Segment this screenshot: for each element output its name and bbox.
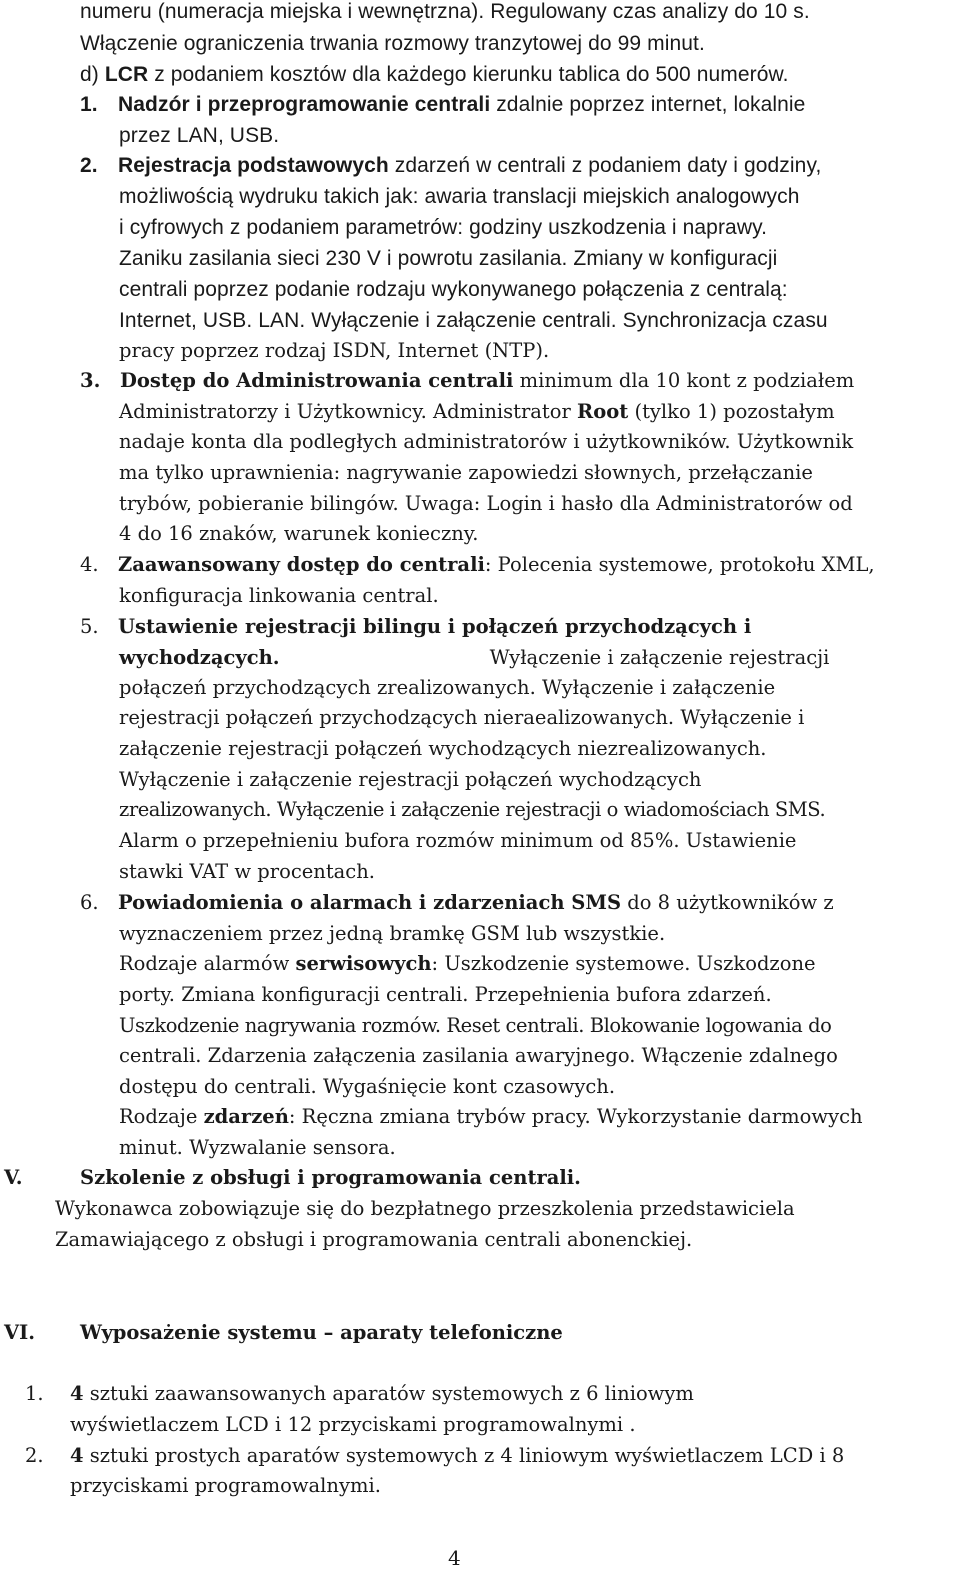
text-line [119, 124, 279, 148]
text-line-i1-l2: przez LAN, USB. [119, 124, 280, 147]
text-line-i1-rest: zdalnie poprzez internet, lokalnie [490, 93, 806, 116]
text-line-l01: numeru (numeracja miejska i wewnętrzna). Regulowany czas analizy do 10 s. [80, 0, 810, 23]
text-line [119, 1105, 863, 1128]
list-number: 6. [80, 891, 99, 914]
text-line [70, 1413, 636, 1436]
text-line [119, 400, 835, 423]
text-line [119, 952, 816, 975]
text-line-i4-rest: : Polecenia systemowe, protokołu XML, [484, 553, 875, 576]
text-line-i2-l2: możliwością wydruku takich jak: awaria translacji miejskich analogowych [119, 185, 800, 208]
section-heading-vi [4, 1321, 563, 1344]
text-line-s5-l1: Wykonawca zobowiązuje się do bezpłatnego przeszkolenia przedstawiciela [55, 1197, 795, 1220]
text-line [119, 922, 665, 945]
section-number: VI. [4, 1321, 36, 1344]
text-line [119, 646, 829, 669]
text-line [119, 492, 853, 515]
text-line [119, 522, 478, 545]
text-line-i6-l9: minut. Wyzwalanie sensora. [119, 1136, 396, 1159]
text-line-i3-l3: nadaje konta dla podległych administratorów i użytkowników. Użytkownik [119, 430, 854, 453]
text-line-i2-l6: Internet, USB. LAN. Wyłączenie i załączenie centrali. Synchronizacja czasu [119, 309, 828, 332]
text-line-i6-l2: wyznaczeniem przez jedną bramkę GSM lub wszystkie. [119, 922, 666, 945]
text-line-i5-l6: Wyłączenie i załączenie rejestracji połączeń wychodzących [119, 768, 702, 791]
text-line-i2-l7: pracy poprzez rodzaj ISDN, Internet (NTP). [119, 339, 550, 362]
list-number: 1. [25, 1382, 44, 1405]
text-line [119, 829, 796, 852]
text-line-i3-l4: ma tylko uprawnienia: nagrywanie zapowiedzi słownych, przełączanie [119, 461, 813, 484]
text-line-i6-l8-rest: : Ręczna zmiana trybów pracy. Wykorzystanie darmowych [288, 1105, 863, 1128]
list-item-3 [80, 369, 854, 392]
text-line [80, 0, 810, 24]
list-item-6 [80, 891, 834, 914]
text-line-i5-l9: stawki VAT w procentach. [119, 860, 375, 883]
text-line [119, 706, 804, 729]
text-line [55, 1228, 692, 1251]
text-line-i3-l6: 4 do 16 znaków, warunek konieczny. [119, 522, 479, 545]
text-line [119, 430, 853, 453]
text-line [119, 247, 777, 271]
text-line-l02: Włączenie ograniczenia trwania rozmowy tranzytowej do 99 minut. [80, 32, 705, 55]
text-line-i6-l4: porty. Zmiana konfiguracji centrali. Przepełnienia bufora zdarzeń. [119, 983, 772, 1006]
section-title: Szkolenie z obsługi i programowania centrali. [80, 1166, 581, 1189]
list-number: 5. [80, 615, 99, 638]
text-line [119, 185, 800, 209]
text-line [119, 1044, 838, 1067]
text-line-e2-rest: sztuki prostych aparatów systemowych z 4 liniowym wyświetlaczem LCD i 8 [83, 1444, 845, 1467]
text-line-i6-l5: Uszkodzenie nagrywania rozmów. Reset centrali. Blokowanie logowania do [119, 1014, 832, 1037]
text-line [119, 339, 549, 362]
text-line-i6-l3-rest: : Uszkodzenie systemowe. Uszkodzone [431, 952, 816, 975]
text-line [119, 216, 767, 240]
text-line-i3-rest: minimum dla 10 kont z podziałem [513, 369, 855, 392]
text-line-i6-rest: do 8 użytkowników z [621, 891, 834, 914]
bold-term: zdarzeń [203, 1105, 289, 1128]
bold-term: Rejestracja podstawowych [118, 154, 389, 177]
text-line [119, 798, 825, 821]
text-line [80, 32, 705, 56]
text-line [119, 983, 772, 1006]
bold-term: serwisowych [295, 952, 432, 975]
text-line-i6-l6: centrali. Zdarzenia załączenia zasilania awaryjnego. Włączenie zdalnego [119, 1044, 838, 1067]
text-line-i2-l4: Zaniku zasilania sieci 230 V i powrotu zasilania. Zmiany w konfiguracji [119, 247, 778, 270]
list-item-5 [80, 615, 751, 638]
text-line [119, 676, 775, 699]
list-number: 2. [80, 154, 98, 177]
text-line-e1-l2: wyświetlaczem LCD i 12 przyciskami programowalnymi . [70, 1413, 636, 1436]
text-line-i6-l8: Rodzaje [119, 1105, 204, 1128]
bold-term: Powiadomienia o alarmach i zdarzeniach SMS [118, 891, 622, 914]
list-number: 2. [25, 1444, 44, 1467]
text-line [119, 860, 375, 883]
text-line-i5-l4: rejestracji połączeń przychodzących nieraealizowanych. Wyłączenie i [119, 706, 805, 729]
text-line-l03a: d) [80, 63, 105, 86]
bold-term: Ustawienie rejestracji bilingu i połączeń przychodzących i [118, 615, 752, 638]
text-line-l03c: z podaniem kosztów dla każdego kierunku tablica do 500 numerów. [148, 63, 789, 86]
text-line-i5-l8: Alarm o przepełnieniu bufora rozmów minimum od 85%. Ustawienie [119, 829, 797, 852]
text-line [119, 737, 767, 760]
bold-term: Root [577, 400, 629, 423]
text-line-i5-l2-rest: Wyłączenie i załączenie rejestracji [489, 646, 830, 669]
list-number: 4. [80, 553, 99, 576]
text-line-i3-l5: trybów, pobieranie bilingów. Uwaga: Login i hasło dla Administratorów od [119, 492, 853, 515]
bold-term: wychodzących. [119, 646, 280, 669]
text-line [119, 1014, 831, 1037]
list-number: 1. [80, 93, 98, 116]
text-line [70, 1474, 381, 1497]
text-line-i6-l7: dostępu do centrali. Wygaśnięcie kont czasowych. [119, 1075, 616, 1098]
bold-term: Zaawansowany dostęp do centrali [118, 553, 485, 576]
text-line-i5-l7: zrealizowanych. Wyłączenie i załączenie rejestracji o wiadomościach SMS. [119, 798, 826, 821]
text-line [119, 1075, 615, 1098]
text-line [55, 1197, 795, 1220]
section-heading-v [4, 1166, 581, 1189]
section-number: V. [4, 1166, 23, 1189]
text-line-i4-l2: konfiguracja linkowania central. [119, 584, 439, 607]
text-line-i6-l3: Rodzaje alarmów [119, 952, 296, 975]
text-line-e1-rest: sztuki zaawansowanych aparatów systemowych z 6 liniowym [83, 1382, 694, 1405]
text-line-i2-rest: zdarzeń w centrali z podaniem daty i godziny, [388, 154, 822, 177]
text-line [119, 309, 828, 333]
text-line [119, 584, 439, 607]
text-line [119, 461, 813, 484]
bold-term: Nadzór i przeprogramowanie centrali [118, 93, 491, 116]
text-line-e2-l2: przyciskami programowalnymi. [70, 1474, 381, 1497]
section-title: Wyposażenie systemu – aparaty telefoniczne [80, 1321, 563, 1344]
equipment-item-1 [25, 1382, 694, 1405]
text-line [119, 278, 788, 302]
equipment-item-2 [25, 1444, 844, 1467]
bold-term: LCR [104, 63, 149, 86]
text-line-i3-l2: Administratorzy i Użytkownicy. Administrator [119, 400, 578, 423]
text-line [80, 63, 789, 87]
text-line-i2-l3: i cyfrowych z podaniem parametrów: godziny uszkodzenia i naprawy. [119, 216, 768, 239]
list-item-1 [80, 93, 805, 117]
list-item-4 [80, 553, 875, 576]
text-line [119, 768, 701, 791]
text-line-i2-l5: centrali poprzez podanie rodzaju wykonywanego połączenia z centralą: [119, 278, 788, 301]
page-number: 4 [448, 1546, 461, 1570]
bold-term: 4 [70, 1444, 84, 1467]
text-line-i3-l2-rest: (tylko 1) pozostałym [628, 400, 835, 423]
text-line [119, 1136, 396, 1159]
bold-term: Dostęp do Administrowania centrali [120, 369, 514, 392]
list-number: 3. [80, 369, 101, 392]
text-line-i5-l3: połączeń przychodzących zrealizowanych. Wyłączenie i załączenie [119, 676, 776, 699]
text-line-i5-l5: załączenie rejestracji połączeń wychodzących niezrealizowanych. [119, 737, 767, 760]
text-line-s5-l2: Zamawiającego z obsługi i programowania centrali abonenckiej. [55, 1228, 693, 1251]
bold-term: 4 [70, 1382, 84, 1405]
list-item-2 [80, 154, 821, 178]
